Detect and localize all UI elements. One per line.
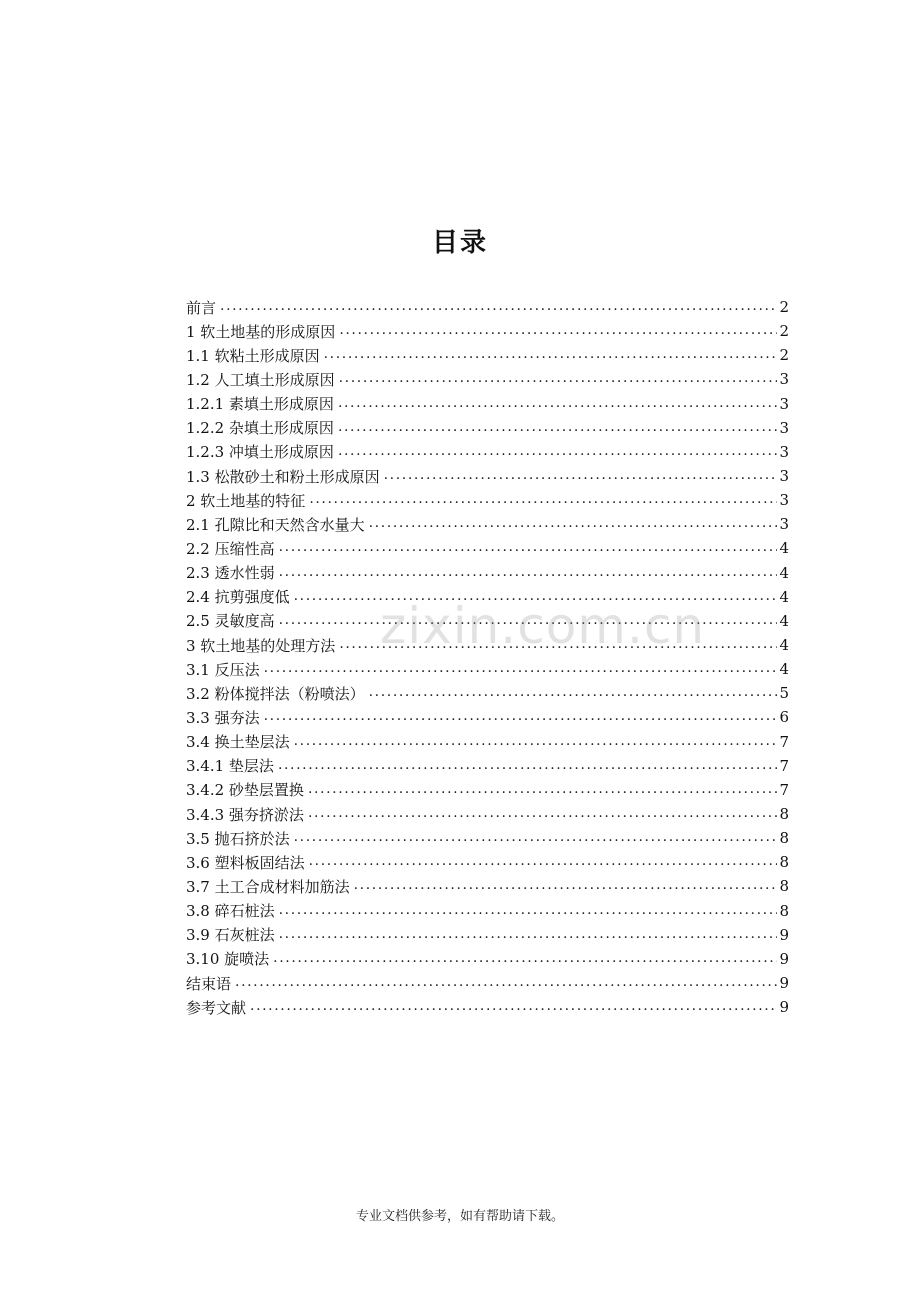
toc-entry-page-number: 5 xyxy=(779,684,789,703)
toc-entry[interactable] xyxy=(186,778,789,802)
toc-entry-label: 2 软土地基的特征 xyxy=(186,491,306,510)
toc-dot-leader xyxy=(369,515,778,531)
toc-entry-label: 参考文献 xyxy=(186,998,247,1017)
toc-entry[interactable] xyxy=(186,802,789,826)
toc-entry-page-number: 4 xyxy=(779,611,789,630)
toc-entry-page-number: 4 xyxy=(779,660,789,679)
toc-entry-label: 3.4.3 强夯挤淤法 xyxy=(186,805,304,824)
toc-entry-page-number: 8 xyxy=(779,853,789,872)
toc-entry-page-number: 3 xyxy=(779,418,789,437)
toc-entry[interactable] xyxy=(186,754,789,778)
toc-entry-label: 1.1 软粘土形成原因 xyxy=(186,346,320,365)
toc-entry[interactable] xyxy=(186,730,789,754)
toc-dot-leader xyxy=(308,805,778,821)
toc-entry-page-number: 8 xyxy=(779,877,789,896)
toc-entry-page-number: 9 xyxy=(779,974,789,992)
toc-dot-leader xyxy=(294,733,778,749)
toc-entry-label: 3.5 抛石挤於法 xyxy=(186,829,290,848)
toc-entry-label: 2.1 孔隙比和天然含水量大 xyxy=(186,515,365,534)
toc-dot-leader xyxy=(338,395,778,411)
toc-entry-label: 3.4.1 垫层法 xyxy=(186,757,274,776)
toc-entry-label: 3.2 粉体搅拌法（粉喷法） xyxy=(186,684,365,703)
toc-entry[interactable] xyxy=(186,585,789,609)
toc-dot-leader xyxy=(279,539,778,555)
toc-entry[interactable] xyxy=(186,295,789,319)
toc-entry[interactable] xyxy=(186,343,789,367)
toc-entry[interactable] xyxy=(186,705,789,729)
toc-entry-label: 前言 xyxy=(186,298,217,317)
toc-dot-leader xyxy=(338,443,778,459)
toc-entry-page-number: 3 xyxy=(779,515,789,534)
toc-entry-page-number: 7 xyxy=(779,780,789,799)
toc-entry[interactable] xyxy=(186,995,789,1019)
toc-dot-leader xyxy=(309,853,778,869)
toc-entry-label: 3.4 换土垫层法 xyxy=(186,733,290,752)
toc-entry-label: 3.4.2 砂垫层置换 xyxy=(186,781,304,800)
toc-entry[interactable] xyxy=(186,947,789,971)
toc-entry[interactable] xyxy=(186,536,789,560)
toc-dot-leader xyxy=(273,950,777,966)
toc-entry[interactable] xyxy=(186,319,789,343)
toc-dot-leader xyxy=(220,298,777,314)
toc-entry[interactable] xyxy=(186,367,789,391)
toc-entry-page-number: 2 xyxy=(779,322,789,341)
toc-entry[interactable] xyxy=(186,440,789,464)
toc-entry[interactable] xyxy=(186,874,789,898)
toc-entry[interactable] xyxy=(186,512,789,536)
toc-entry-label: 3.9 石灰桩法 xyxy=(186,926,275,945)
toc-entry-label: 2.3 透水性弱 xyxy=(186,564,275,583)
toc-dot-leader xyxy=(338,419,778,435)
toc-entry-page-number: 8 xyxy=(779,829,789,848)
toc-entry[interactable] xyxy=(186,923,789,947)
toc-dot-leader xyxy=(294,829,778,845)
toc-entry[interactable] xyxy=(186,464,789,488)
toc-entry-label: 2.2 压缩性高 xyxy=(186,539,275,558)
toc-dot-leader xyxy=(339,636,777,652)
toc-dot-leader xyxy=(369,684,778,700)
toc-entry-label: 1 软土地基的形成原因 xyxy=(186,322,336,341)
toc-entry-label: 1.3 松散砂土和粉土形成原因 xyxy=(186,467,380,486)
toc-dot-leader xyxy=(279,926,778,942)
toc-dot-leader xyxy=(354,877,778,893)
table-of-contents xyxy=(186,295,789,1019)
toc-entry-label: 3 软土地基的处理方法 xyxy=(186,636,336,655)
toc-entry[interactable] xyxy=(186,633,789,657)
toc-dot-leader xyxy=(250,998,777,1014)
toc-dot-leader xyxy=(278,757,778,773)
toc-entry-label: 3.6 塑料板固结法 xyxy=(186,853,305,872)
toc-entry-label: 3.7 土工合成材料加筋法 xyxy=(186,877,350,896)
toc-dot-leader xyxy=(339,370,778,386)
toc-dot-leader xyxy=(235,974,777,990)
toc-entry-page-number: 3 xyxy=(779,370,789,389)
toc-entry[interactable] xyxy=(186,971,789,995)
toc-entry-page-number: 6 xyxy=(779,708,789,727)
toc-entry[interactable] xyxy=(186,561,789,585)
toc-entry-page-number: 7 xyxy=(779,756,789,775)
toc-entry-label: 1.2.2 杂填土形成原因 xyxy=(186,419,334,438)
toc-entry[interactable] xyxy=(186,681,789,705)
toc-dot-leader xyxy=(294,588,778,604)
toc-entry-page-number: 8 xyxy=(779,901,789,920)
toc-entry-page-number: 2 xyxy=(779,346,789,365)
toc-dot-leader xyxy=(308,781,778,797)
toc-entry-label: 1.2 人工填土形成原因 xyxy=(186,370,335,389)
toc-entry-label: 3.1 反压法 xyxy=(186,660,260,679)
toc-entry[interactable] xyxy=(186,826,789,850)
toc-entry-page-number: 9 xyxy=(779,925,789,944)
toc-entry-page-number: 4 xyxy=(779,587,789,606)
toc-entry-page-number: 8 xyxy=(779,805,789,824)
toc-dot-leader xyxy=(264,708,778,724)
toc-entry-page-number: 3 xyxy=(779,467,789,486)
toc-entry-label: 3.8 碎石桩法 xyxy=(186,902,275,921)
toc-entry-label: 1.2.3 冲填土形成原因 xyxy=(186,443,334,462)
page-title: 目录 xyxy=(431,228,488,258)
toc-entry-page-number: 3 xyxy=(779,394,789,413)
footer-note: 专业文档供参考，如有帮助请下载。 xyxy=(355,1209,564,1224)
toc-dot-leader xyxy=(309,491,777,507)
toc-entry-label: 3.3 强夯法 xyxy=(186,708,260,727)
toc-entry[interactable] xyxy=(186,392,789,416)
toc-dot-leader xyxy=(279,612,778,628)
toc-entry-label: 2.4 抗剪强度低 xyxy=(186,588,290,607)
toc-entry-page-number: 9 xyxy=(779,949,789,968)
watermark: zixin.com.cn xyxy=(380,597,706,655)
toc-entry-page-number: 3 xyxy=(779,491,789,510)
toc-entry[interactable] xyxy=(186,416,789,440)
toc-entry-label: 结束语 xyxy=(186,974,232,993)
toc-entry[interactable] xyxy=(186,899,789,923)
toc-entry[interactable] xyxy=(186,488,789,512)
toc-entry-page-number: 9 xyxy=(779,998,789,1017)
toc-entry-page-number: 4 xyxy=(779,563,789,582)
toc-entry-page-number: 4 xyxy=(779,636,789,655)
toc-entry[interactable] xyxy=(186,657,789,681)
toc-entry-page-number: 2 xyxy=(779,298,789,317)
toc-entry-label: 1.2.1 素填土形成原因 xyxy=(186,395,334,414)
toc-entry-page-number: 7 xyxy=(779,732,789,751)
toc-entry[interactable] xyxy=(186,609,789,633)
toc-dot-leader xyxy=(279,564,778,580)
toc-dot-leader xyxy=(339,322,777,338)
toc-dot-leader xyxy=(384,467,778,483)
toc-entry-page-number: 3 xyxy=(779,442,789,461)
toc-entry[interactable] xyxy=(186,850,789,874)
toc-entry-label: 3.10 旋喷法 xyxy=(186,950,270,969)
toc-entry-label: 2.5 灵敏度高 xyxy=(186,612,275,631)
toc-entry-page-number: 4 xyxy=(779,539,789,558)
toc-dot-leader xyxy=(324,346,778,362)
toc-dot-leader xyxy=(264,660,778,676)
toc-dot-leader xyxy=(279,902,778,918)
